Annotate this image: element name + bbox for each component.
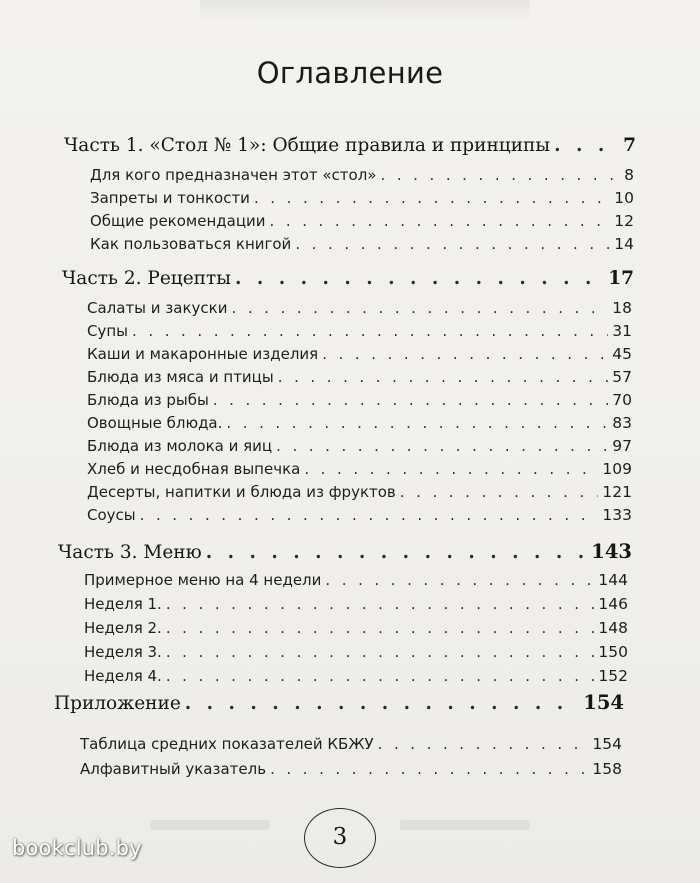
watermark-text: bookclub.by [12,836,142,860]
toc-item-label: Таблица средних показателей КБЖУ [80,735,374,753]
leader-dots [254,187,610,209]
toc-section[interactable] [54,690,624,716]
leader-dots [278,366,609,388]
toc-item[interactable] [87,297,632,319]
toc-item-page: 154 [592,735,622,753]
toc-section-label: Часть 3. Меню [58,542,202,563]
toc-item[interactable] [90,164,634,186]
toc-item-page: 97 [612,437,632,455]
toc-item[interactable] [87,504,632,526]
toc-item-page: 83 [612,414,632,432]
leader-dots [276,435,608,457]
toc-item-label: Блюда из молока и яиц [87,437,273,455]
toc-item[interactable] [87,389,632,411]
toc-item[interactable] [87,435,632,457]
toc-item[interactable] [90,187,634,209]
toc-item-page: 144 [598,571,628,589]
toc-section[interactable] [62,266,634,292]
leader-dots [166,593,595,615]
toc-item[interactable] [84,665,628,687]
toc-item-label: Для кого предназначен этот «стол» [90,166,377,184]
leader-dots [378,733,589,755]
page-title: Оглавление [256,56,444,90]
toc-item-label: Супы [87,322,129,340]
toc-item[interactable] [84,641,628,663]
leader-dots [166,617,595,639]
toc-item-label: Неделя 1. [84,595,162,613]
toc-section-label: Приложение [54,693,181,714]
leader-dots [270,758,588,780]
leader-dots [206,540,588,565]
leader-dots [226,412,608,434]
toc-item-label: Примерное меню на 4 недели [84,571,322,589]
toc-section-label: Часть 2. Рецепты [62,268,231,289]
toc-item-page: 158 [592,760,622,778]
toc-item-page: 45 [612,345,632,363]
toc-item-label: Хлеб и несдобная выпечка [87,460,301,478]
leader-dots [270,210,611,232]
leader-dots [166,665,595,687]
toc-item[interactable] [87,320,632,342]
leader-dots [381,164,621,186]
toc-section-page: 17 [608,268,634,289]
leader-dots [166,641,595,663]
toc-item-page: 146 [598,595,628,613]
toc-item-label: Каши и макаронные изделия [87,345,319,363]
leader-dots [304,458,598,480]
toc-item-label: Неделя 2. [84,619,162,637]
leader-dots [325,569,594,591]
toc-item-page: 152 [598,667,628,685]
toc-item-page: 10 [614,189,634,207]
toc-section-page: 143 [591,540,632,563]
leader-dots [400,481,599,503]
toc-item-page: 8 [624,166,634,184]
toc-item[interactable] [84,593,628,615]
toc-item[interactable] [80,758,622,780]
toc-item-label: Как пользоваться книгой [90,235,292,253]
toc-item-label: Овощные блюда. [87,414,223,432]
toc-section-page: 7 [623,135,636,156]
toc-item-label: Неделя 3. [84,643,162,661]
toc-item-page: 133 [602,506,632,524]
toc-section-page: 154 [583,691,624,714]
leader-dots [132,320,608,342]
toc-item-page: 12 [614,212,634,230]
toc-item-page: 121 [602,483,632,501]
toc-item-label: Алфавитный указатель [80,760,267,778]
toc-item-page: 150 [598,643,628,661]
toc-section[interactable] [58,539,632,565]
leader-dots [235,266,604,292]
toc-item[interactable] [87,412,632,434]
toc-item[interactable] [90,233,634,255]
toc-item-label: Десерты, напитки и блюда из фруктов [87,483,396,501]
page-number: 3 [304,808,376,868]
toc-item[interactable] [87,343,632,365]
toc-item-label: Блюда из рыбы [87,391,209,409]
leader-dots [295,233,610,255]
toc-item-page: 70 [612,391,632,409]
toc-item-page: 148 [598,619,628,637]
leader-dots [554,133,619,159]
toc-item[interactable] [84,617,628,639]
toc-item[interactable] [87,481,632,503]
toc-item-page: 57 [612,368,632,386]
toc-section[interactable] [64,133,636,159]
toc-item[interactable] [80,733,622,755]
toc-item-label: Салаты и закуски [87,299,228,317]
toc-item-page: 14 [614,235,634,253]
leader-dots [322,343,608,365]
toc-item[interactable] [87,458,632,480]
toc-item-label: Соусы [87,506,136,524]
leader-dots [213,389,608,411]
toc-item-page: 18 [612,299,632,317]
toc-item-label: Запреты и тонкости [90,189,250,207]
toc-item[interactable] [84,569,628,591]
toc-item[interactable] [87,366,632,388]
leader-dots [231,297,608,319]
toc-item-label: Общие рекомендации [90,212,266,230]
toc-item[interactable] [90,210,634,232]
leader-dots [185,691,580,716]
toc-item-page: 109 [602,460,632,478]
leader-dots [140,504,599,526]
toc-item-label: Блюда из мяса и птицы [87,368,274,386]
toc-item-label: Неделя 4. [84,667,162,685]
toc-section-label: Часть 1. «Стол № 1»: Общие правила и принципы [64,135,551,156]
toc-item-page: 31 [612,322,632,340]
